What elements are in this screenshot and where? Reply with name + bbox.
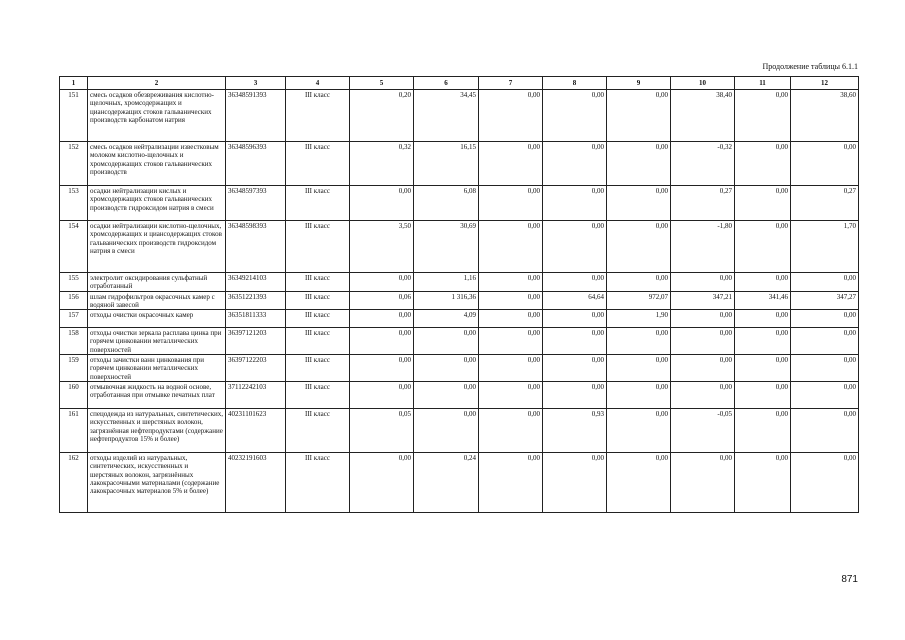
value-col-11: 0,00 (735, 273, 791, 292)
value-col-9: 0,00 (607, 409, 671, 453)
fkko-code: 37112242103 (226, 382, 286, 409)
value-col-7: 0,00 (479, 453, 543, 513)
value-col-10: 0,00 (671, 310, 735, 328)
hazard-class: III класс (286, 142, 350, 186)
table-row (60, 221, 859, 273)
value-col-7: 0,00 (479, 273, 543, 292)
value-col-11: 0,00 (735, 382, 791, 409)
hazard-class: III класс (286, 90, 350, 142)
table-row (60, 453, 859, 513)
waste-name: спецодежда из натуральных, синтетических, искусственных и шерстяных волокон, загрязнённая нефтепродуктами (содержание нефтепродуктов 15% и более) (88, 409, 226, 453)
value-col-7: 0,00 (479, 142, 543, 186)
value-col-11: 0,00 (735, 453, 791, 513)
value-col-5: 0,00 (350, 186, 414, 221)
value-col-10: -0,32 (671, 142, 735, 186)
row-number: 153 (60, 186, 88, 221)
value-col-5: 0,00 (350, 328, 414, 355)
row-number: 152 (60, 142, 88, 186)
value-col-7: 0,00 (479, 291, 543, 310)
value-col-10: 0,00 (671, 382, 735, 409)
value-col-9: 972,07 (607, 291, 671, 310)
fkko-code: 40231101623 (226, 409, 286, 453)
value-col-10: 0,00 (671, 355, 735, 382)
waste-name: осадки нейтрализации кислых и хромсодержащих стоков гальванических производств гидроксидом натрия в смеси (88, 186, 226, 221)
value-col-9: 0,00 (607, 142, 671, 186)
fkko-code: 36348598393 (226, 221, 286, 273)
value-col-7: 0,00 (479, 328, 543, 355)
fkko-code: 36351811333 (226, 310, 286, 328)
value-col-6: 30,69 (414, 221, 479, 273)
table-row (60, 355, 859, 382)
row-number: 158 (60, 328, 88, 355)
waste-name: отходы зачистки ванн цинкования при горячем цинковании металлических поверхностей (88, 355, 226, 382)
value-col-6: 1,16 (414, 273, 479, 292)
table-row (60, 382, 859, 409)
column-header: 6 (414, 77, 479, 90)
value-col-5: 0,00 (350, 273, 414, 292)
value-col-5: 0,05 (350, 409, 414, 453)
value-col-8: 0,00 (543, 221, 607, 273)
value-col-6: 0,00 (414, 382, 479, 409)
column-header: 5 (350, 77, 414, 90)
row-number: 157 (60, 310, 88, 328)
value-col-11: 0,00 (735, 142, 791, 186)
hazard-class: III класс (286, 382, 350, 409)
value-col-5: 0,00 (350, 355, 414, 382)
value-col-11: 0,00 (735, 409, 791, 453)
value-col-12: 0,00 (791, 328, 859, 355)
hazard-class: III класс (286, 328, 350, 355)
value-col-6: 1 316,36 (414, 291, 479, 310)
value-col-6: 0,00 (414, 355, 479, 382)
value-col-11: 0,00 (735, 221, 791, 273)
waste-name: отмывочная жидкость на водной основе, отработанная при отмывке печатных плат (88, 382, 226, 409)
value-col-6: 34,45 (414, 90, 479, 142)
waste-name: отходы изделий из натуральных, синтетических, искусственных и шерстяных волокон, загрязнённых лакокрасочными материалами (содержание лакокрасочных материалов 5% и более) (88, 453, 226, 513)
value-col-7: 0,00 (479, 90, 543, 142)
value-col-10: -1,80 (671, 221, 735, 273)
value-col-10: -0,05 (671, 409, 735, 453)
value-col-9: 0,00 (607, 355, 671, 382)
value-col-9: 0,00 (607, 273, 671, 292)
value-col-12: 0,00 (791, 453, 859, 513)
fkko-code: 40232191603 (226, 453, 286, 513)
column-header: 10 (671, 77, 735, 90)
hazard-class: III класс (286, 291, 350, 310)
value-col-12: 38,60 (791, 90, 859, 142)
fkko-code: 36348591393 (226, 90, 286, 142)
waste-name: смесь осадков нейтрализации известковым молоком кислотно-щелочных и хромсодержащих стоков гальванических производств (88, 142, 226, 186)
value-col-9: 0,00 (607, 382, 671, 409)
column-header: 7 (479, 77, 543, 90)
table-row (60, 90, 859, 142)
value-col-12: 0,00 (791, 273, 859, 292)
row-number: 161 (60, 409, 88, 453)
value-col-7: 0,00 (479, 221, 543, 273)
value-col-8: 0,00 (543, 355, 607, 382)
value-col-5: 0,00 (350, 310, 414, 328)
column-header: 8 (543, 77, 607, 90)
hazard-class: III класс (286, 310, 350, 328)
value-col-10: 0,00 (671, 328, 735, 355)
table-row (60, 142, 859, 186)
header-row (60, 77, 859, 90)
row-number: 154 (60, 221, 88, 273)
value-col-10: 38,40 (671, 90, 735, 142)
value-col-8: 0,00 (543, 273, 607, 292)
column-header: 11 (735, 77, 791, 90)
waste-name: электролит оксидирования сульфатный отработанный (88, 273, 226, 292)
value-col-8: 0,00 (543, 186, 607, 221)
value-col-9: 0,00 (607, 186, 671, 221)
value-col-5: 0,00 (350, 382, 414, 409)
column-header: 3 (226, 77, 286, 90)
fkko-code: 36351221393 (226, 291, 286, 310)
value-col-11: 0,00 (735, 328, 791, 355)
table-row (60, 186, 859, 221)
table-continuation-caption: Продолжение таблицы 6.1.1 (762, 62, 858, 71)
value-col-5: 0,32 (350, 142, 414, 186)
value-col-8: 0,00 (543, 310, 607, 328)
value-col-7: 0,00 (479, 409, 543, 453)
hazard-class: III класс (286, 273, 350, 292)
waste-name: осадки нейтрализации кислотно-щелочных, хромсодержащих и циансодержащих стоков гальванических производств гидроксидом натрия в смеси (88, 221, 226, 273)
waste-name: смесь осадков обезвреживания кислотно-щелочных, хромсодержащих и циансодержащих стоков гальванических производств карбонатом натрия (88, 90, 226, 142)
value-col-7: 0,00 (479, 186, 543, 221)
value-col-9: 1,90 (607, 310, 671, 328)
row-number: 155 (60, 273, 88, 292)
value-col-9: 0,00 (607, 90, 671, 142)
value-col-9: 0,00 (607, 221, 671, 273)
value-col-12: 347,27 (791, 291, 859, 310)
value-col-6: 6,08 (414, 186, 479, 221)
column-header: 2 (88, 77, 226, 90)
value-col-10: 347,21 (671, 291, 735, 310)
value-col-8: 0,00 (543, 382, 607, 409)
page-number: 871 (841, 574, 858, 585)
hazard-class: III класс (286, 221, 350, 273)
value-col-6: 4,09 (414, 310, 479, 328)
column-header: 9 (607, 77, 671, 90)
value-col-6: 0,00 (414, 328, 479, 355)
value-col-11: 0,00 (735, 355, 791, 382)
value-col-8: 0,00 (543, 90, 607, 142)
value-col-9: 0,00 (607, 453, 671, 513)
row-number: 151 (60, 90, 88, 142)
value-col-12: 0,00 (791, 382, 859, 409)
value-col-7: 0,00 (479, 355, 543, 382)
value-col-8: 0,00 (543, 453, 607, 513)
value-col-12: 0,00 (791, 310, 859, 328)
value-col-11: 0,00 (735, 186, 791, 221)
fkko-code: 36348596393 (226, 142, 286, 186)
value-col-7: 0,00 (479, 382, 543, 409)
table-row (60, 291, 859, 310)
value-col-12: 1,70 (791, 221, 859, 273)
hazard-class: III класс (286, 453, 350, 513)
value-col-8: 64,64 (543, 291, 607, 310)
value-col-10: 0,00 (671, 453, 735, 513)
value-col-11: 0,00 (735, 310, 791, 328)
hazard-class: III класс (286, 409, 350, 453)
fkko-code: 36397122203 (226, 355, 286, 382)
value-col-10: 0,00 (671, 273, 735, 292)
waste-name: отходы очистки зеркала расплава цинка при горячем цинковании металлических поверхностей (88, 328, 226, 355)
value-col-5: 0,20 (350, 90, 414, 142)
value-col-8: 0,00 (543, 328, 607, 355)
value-col-6: 0,24 (414, 453, 479, 513)
table-row (60, 273, 859, 292)
value-col-6: 0,00 (414, 409, 479, 453)
value-col-5: 0,06 (350, 291, 414, 310)
row-number: 162 (60, 453, 88, 513)
row-number: 160 (60, 382, 88, 409)
waste-name: шлам гидрофильтров окрасочных камер с водяной завесой (88, 291, 226, 310)
waste-name: отходы очистки окрасочных камер (88, 310, 226, 328)
value-col-11: 0,00 (735, 90, 791, 142)
value-col-7: 0,00 (479, 310, 543, 328)
fkko-code: 36397121203 (226, 328, 286, 355)
value-col-5: 0,00 (350, 453, 414, 513)
value-col-8: 0,00 (543, 142, 607, 186)
hazard-class: III класс (286, 355, 350, 382)
table-row (60, 328, 859, 355)
column-header: 12 (791, 77, 859, 90)
value-col-8: 0,93 (543, 409, 607, 453)
fkko-code: 36348597393 (226, 186, 286, 221)
column-header: 4 (286, 77, 350, 90)
value-col-12: 0,00 (791, 409, 859, 453)
value-col-11: 341,46 (735, 291, 791, 310)
table-row (60, 310, 859, 328)
fkko-code: 36349214103 (226, 273, 286, 292)
value-col-12: 0,27 (791, 186, 859, 221)
hazard-class: III класс (286, 186, 350, 221)
value-col-10: 0,27 (671, 186, 735, 221)
column-header: 1 (60, 77, 88, 90)
waste-table (59, 76, 859, 513)
value-col-12: 0,00 (791, 142, 859, 186)
table-row (60, 409, 859, 453)
value-col-9: 0,00 (607, 328, 671, 355)
value-col-6: 16,15 (414, 142, 479, 186)
row-number: 159 (60, 355, 88, 382)
row-number: 156 (60, 291, 88, 310)
value-col-5: 3,50 (350, 221, 414, 273)
value-col-12: 0,00 (791, 355, 859, 382)
